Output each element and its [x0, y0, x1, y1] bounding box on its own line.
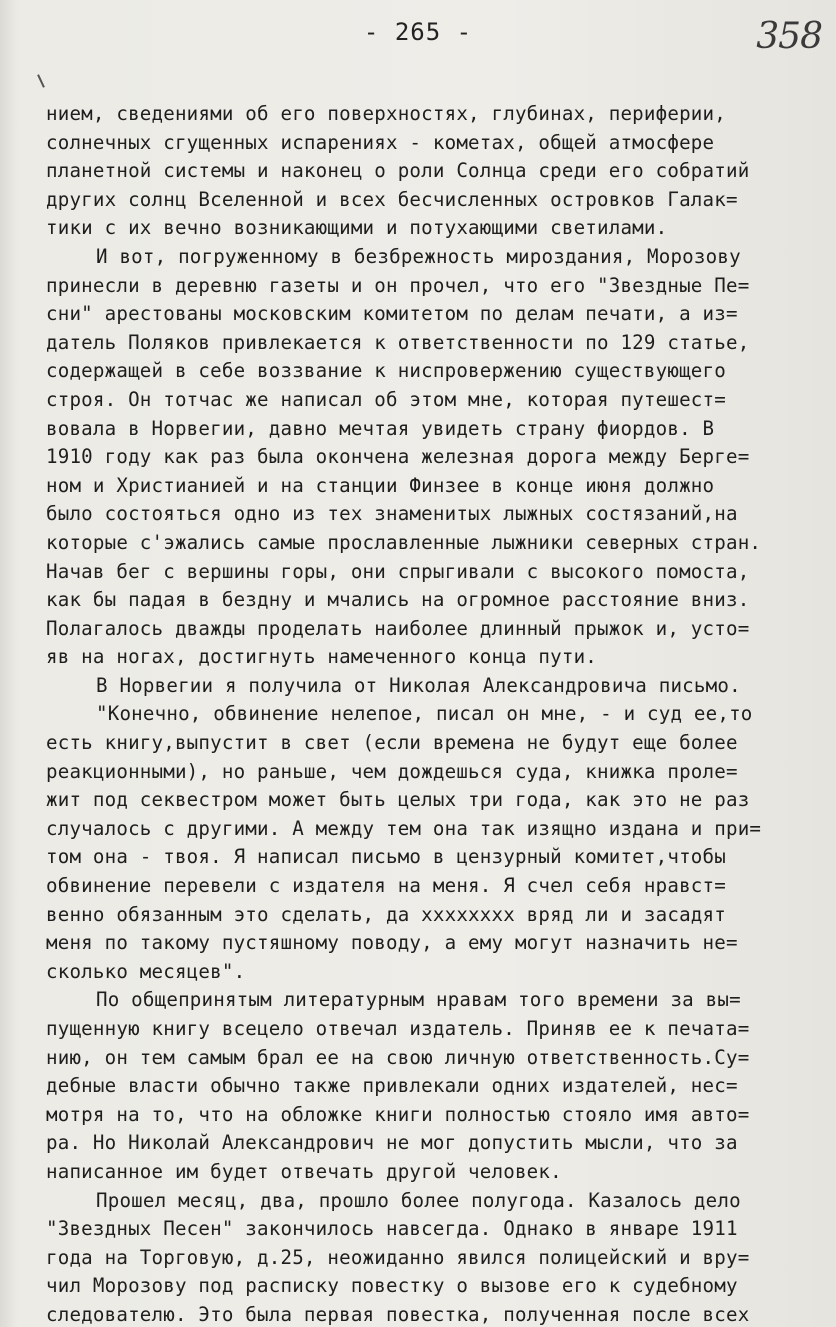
text-line: нием, сведениями об его поверхностях, глубинах, периферии,: [46, 102, 726, 125]
text-line: мотря на то, что на обложке книги полностью стояло имя авто=: [46, 1102, 750, 1126]
text-line: как бы падая в бездну и мчались на огромное расстояние вниз.: [46, 588, 750, 612]
text-line: реакционными), но раньше, чем дождешься суда, книжка проле=: [46, 759, 738, 783]
text-line: написанное им будет отвечать другой человек.: [46, 1159, 562, 1183]
text-line: обвинение перевели с издателя на меня. Я счел себя нравст=: [46, 874, 726, 898]
page-number: - 265 -: [363, 18, 473, 46]
text-line: планетной системы и наконец о роли Солнца среди его собратий: [46, 159, 750, 183]
text-line: "Звездных Песен" закончилось навсегда. Однако в январе 1911: [46, 1217, 738, 1241]
text-line: жит под секвестром может быть целых три года, как это не раз: [46, 788, 750, 812]
text-line: случалось с другими. А между тем она так изящно издана и при=: [46, 816, 762, 840]
text-line: датель Поляков привлекается к ответственности по 129 статье,: [46, 330, 750, 354]
text-line: солнечных сгущенных испарениях - кометах, общей атмосфере: [46, 130, 715, 154]
text-line: пущенную книгу всецело отвечал издатель. Приняв ее к печата=: [46, 1017, 750, 1040]
text-line: которые с'эжались самые прославленные лыжники северных стран.: [46, 530, 762, 554]
archive-number: 358: [756, 16, 822, 57]
text-line: сни" арестованы московским комитетом по делам печати, а из=: [46, 302, 738, 326]
text-line: содержащей в себе воззвание к ниспровержению существующего: [46, 359, 726, 383]
body-text: [46, 100, 836, 1327]
text-line: ра. Но Николай Александрович не мог допустить мысли, что за: [46, 1131, 738, 1155]
text-line: сколько месяцев".: [46, 959, 246, 983]
text-line: есть книгу,выпустит в свет (если времена не будут еще более: [46, 731, 738, 755]
text-line: других солнц Вселенной и всех бесчисленных островков Галак=: [46, 187, 738, 211]
text-line: Полагалось дважды проделать наиболее длинный прыжок и, усто=: [46, 616, 750, 640]
text-line: яв на ногах, достигнуть намеченного конца пути.: [46, 645, 598, 669]
text-line: года на Торговую, д.25, неожиданно явился полицейский и вру=: [46, 1245, 750, 1269]
text-line: следователю. Это была первая повестка, полученная после всех: [46, 1302, 750, 1326]
text-line: чил Морозову под расписку повестку о вызове его к судебному: [46, 1274, 738, 1298]
text-line: тики с их вечно возникающими и потухающими светилами.: [46, 216, 668, 240]
text-line: том она - твоя. Я написал письмо в цензурный комитет,чтобы: [46, 845, 726, 869]
text-line: нию, он тем самым брал ее на свою личную ответственность.Су=: [46, 1045, 750, 1069]
text-line: В Норвегии я получила от Николая Александровича письмо.: [96, 673, 741, 697]
pen-mark: [37, 74, 45, 88]
text-line: венно обязанным это сделать, да хххххххх вряд ли и засадят: [46, 902, 726, 926]
text-line: ном и Христианией и на станции Финзее в конце июня должно: [46, 473, 715, 497]
text-line: По общепринятым литературным нравам того времени за вы=: [96, 988, 741, 1012]
text-line: И вот, погруженному в безбрежность мироздания, Морозову: [96, 244, 741, 268]
text-line: дебные власти обычно также привлекали одних издателей, нес=: [46, 1074, 738, 1098]
text-line: строя. Он тотчас же написал об этом мне, которая путешест=: [46, 387, 726, 411]
text-line: вовала в Норвегии, давно мечтая увидеть страну фиордов. В: [46, 416, 715, 440]
text-line: 1910 году как раз была окончена железная дорога между Берге=: [46, 445, 750, 469]
text-line: было состояться одно из тех знаменитых лыжных состязаний,на: [46, 502, 738, 526]
text-line: меня по такому пустяшному поводу, а ему могут назначить не=: [46, 931, 738, 955]
text-line: Начав бег с вершины горы, они спрыгивали с высокого помоста,: [46, 559, 750, 583]
text-line: принесли в деревню газеты и он прочел, что его "Звездные Пе=: [46, 273, 750, 297]
text-line: "Конечно, обвинение нелепое, писал он мне, - и суд ее,то: [96, 702, 753, 726]
text-line: Прошел месяц, два, прошло более полугода. Казалось дело: [96, 1188, 741, 1212]
